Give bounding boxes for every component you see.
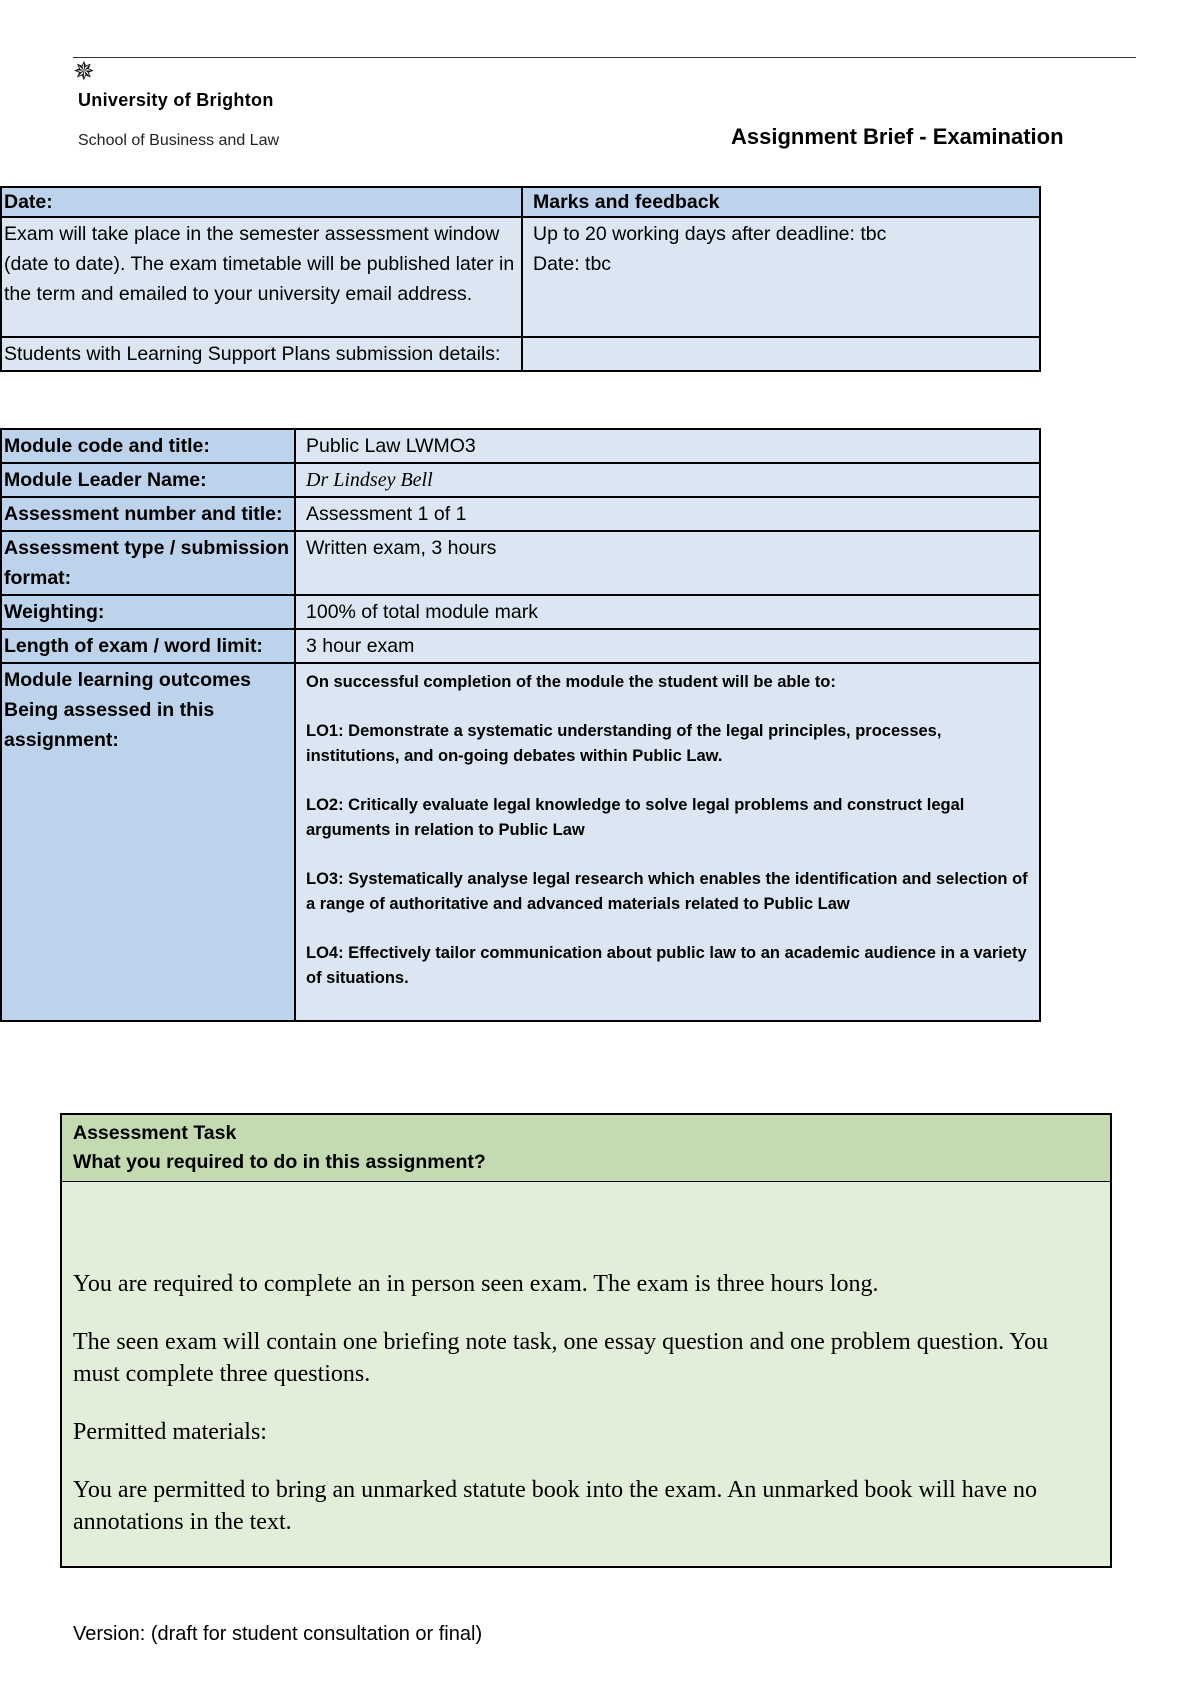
task-paragraph: Permitted materials: xyxy=(73,1419,267,1445)
university-logo xyxy=(73,58,95,85)
marks-date-text: Date: tbc xyxy=(533,253,612,275)
module-leader-value: Dr Lindsey Bell xyxy=(295,463,1040,497)
version-note: Version: (draft for student consultation or final) xyxy=(73,1623,483,1645)
learning-outcome-lo2: LO2: Critically evaluate legal knowledge to solve legal problems and construct legal arguments in relation to Public Law xyxy=(306,796,965,839)
assessment-task-title: Assessment Task xyxy=(73,1122,237,1144)
table-row xyxy=(1,531,1040,595)
school-name: School of Business and Law xyxy=(78,132,280,149)
table-row xyxy=(1,429,1040,463)
document-title: Assignment Brief - Examination xyxy=(731,124,1064,149)
assessment-number-value: Assessment 1 of 1 xyxy=(295,497,1040,531)
marks-deadline-text: Up to 20 working days after deadline: tbc xyxy=(533,223,887,245)
learning-outcome-lo1: LO1: Demonstrate a systematic understanding of the legal principles, processes, institutions, and on-going debates within Public Law. xyxy=(306,722,942,765)
table-row xyxy=(1,497,1040,531)
learning-outcome-lo3: LO3: Systematically analyse legal research which enables the identification and selection of a range of authoritative and advanced materials related to Public Law xyxy=(306,870,1028,913)
header-rule xyxy=(73,57,1136,58)
learning-outcomes-cell xyxy=(295,663,1040,1021)
table-row xyxy=(1,663,1040,1021)
table-row xyxy=(1,629,1040,663)
dates-table xyxy=(0,186,1041,372)
lsp-value xyxy=(522,337,1040,371)
module-code-label: Module code and title: xyxy=(1,429,295,463)
task-paragraph: The seen exam will contain one briefing note task, one essay question and one problem question. You must complete three questions. xyxy=(73,1329,1049,1387)
star-logo-icon: ✵ xyxy=(73,56,95,86)
exam-length-value: 3 hour exam xyxy=(295,629,1040,663)
weighting-label: Weighting: xyxy=(1,595,295,629)
assessment-task-subtitle: What you required to do in this assignment? xyxy=(73,1151,486,1173)
table-row xyxy=(1,463,1040,497)
assessment-type-label: Assessment type / submission format: xyxy=(1,531,295,595)
marks-feedback-header: Marks and feedback xyxy=(522,187,1040,217)
task-paragraph: You are required to complete an in person seen exam. The exam is three hours long. xyxy=(73,1271,879,1297)
assessment-type-value: Written exam, 3 hours xyxy=(295,531,1040,595)
weighting-value: 100% of total module mark xyxy=(295,595,1040,629)
learning-outcome-lo4: LO4: Effectively tailor communication about public law to an academic audience in a variety of situations. xyxy=(306,944,1027,987)
exam-date-text: Exam will take place in the semester assessment window (date to date). The exam timetable will be published later in the term and emailed to your university email address. xyxy=(1,217,522,337)
assessment-task-header xyxy=(62,1115,1110,1182)
date-header: Date: xyxy=(1,187,522,217)
module-info-table xyxy=(0,428,1041,1022)
assessment-task-box xyxy=(60,1113,1112,1568)
table-row xyxy=(1,595,1040,629)
lsp-label: Students with Learning Support Plans submission details: xyxy=(1,337,522,371)
assessment-task-body xyxy=(62,1182,1110,1566)
task-paragraph: You are permitted to bring an unmarked statute book into the exam. An unmarked book will have no annotations in the text. xyxy=(73,1477,1038,1535)
assessment-number-label: Assessment number and title: xyxy=(1,497,295,531)
module-leader-label: Module Leader Name: xyxy=(1,463,295,497)
learning-outcomes-intro: On successful completion of the module the student will be able to: xyxy=(306,673,836,691)
module-code-value: Public Law LWMO3 xyxy=(295,429,1040,463)
exam-length-label: Length of exam / word limit: xyxy=(1,629,295,663)
marks-feedback-cell xyxy=(522,217,1040,337)
university-name: University of Brighton xyxy=(78,90,274,110)
learning-outcomes-label: Module learning outcomes Being assessed in this assignment: xyxy=(1,663,295,1021)
